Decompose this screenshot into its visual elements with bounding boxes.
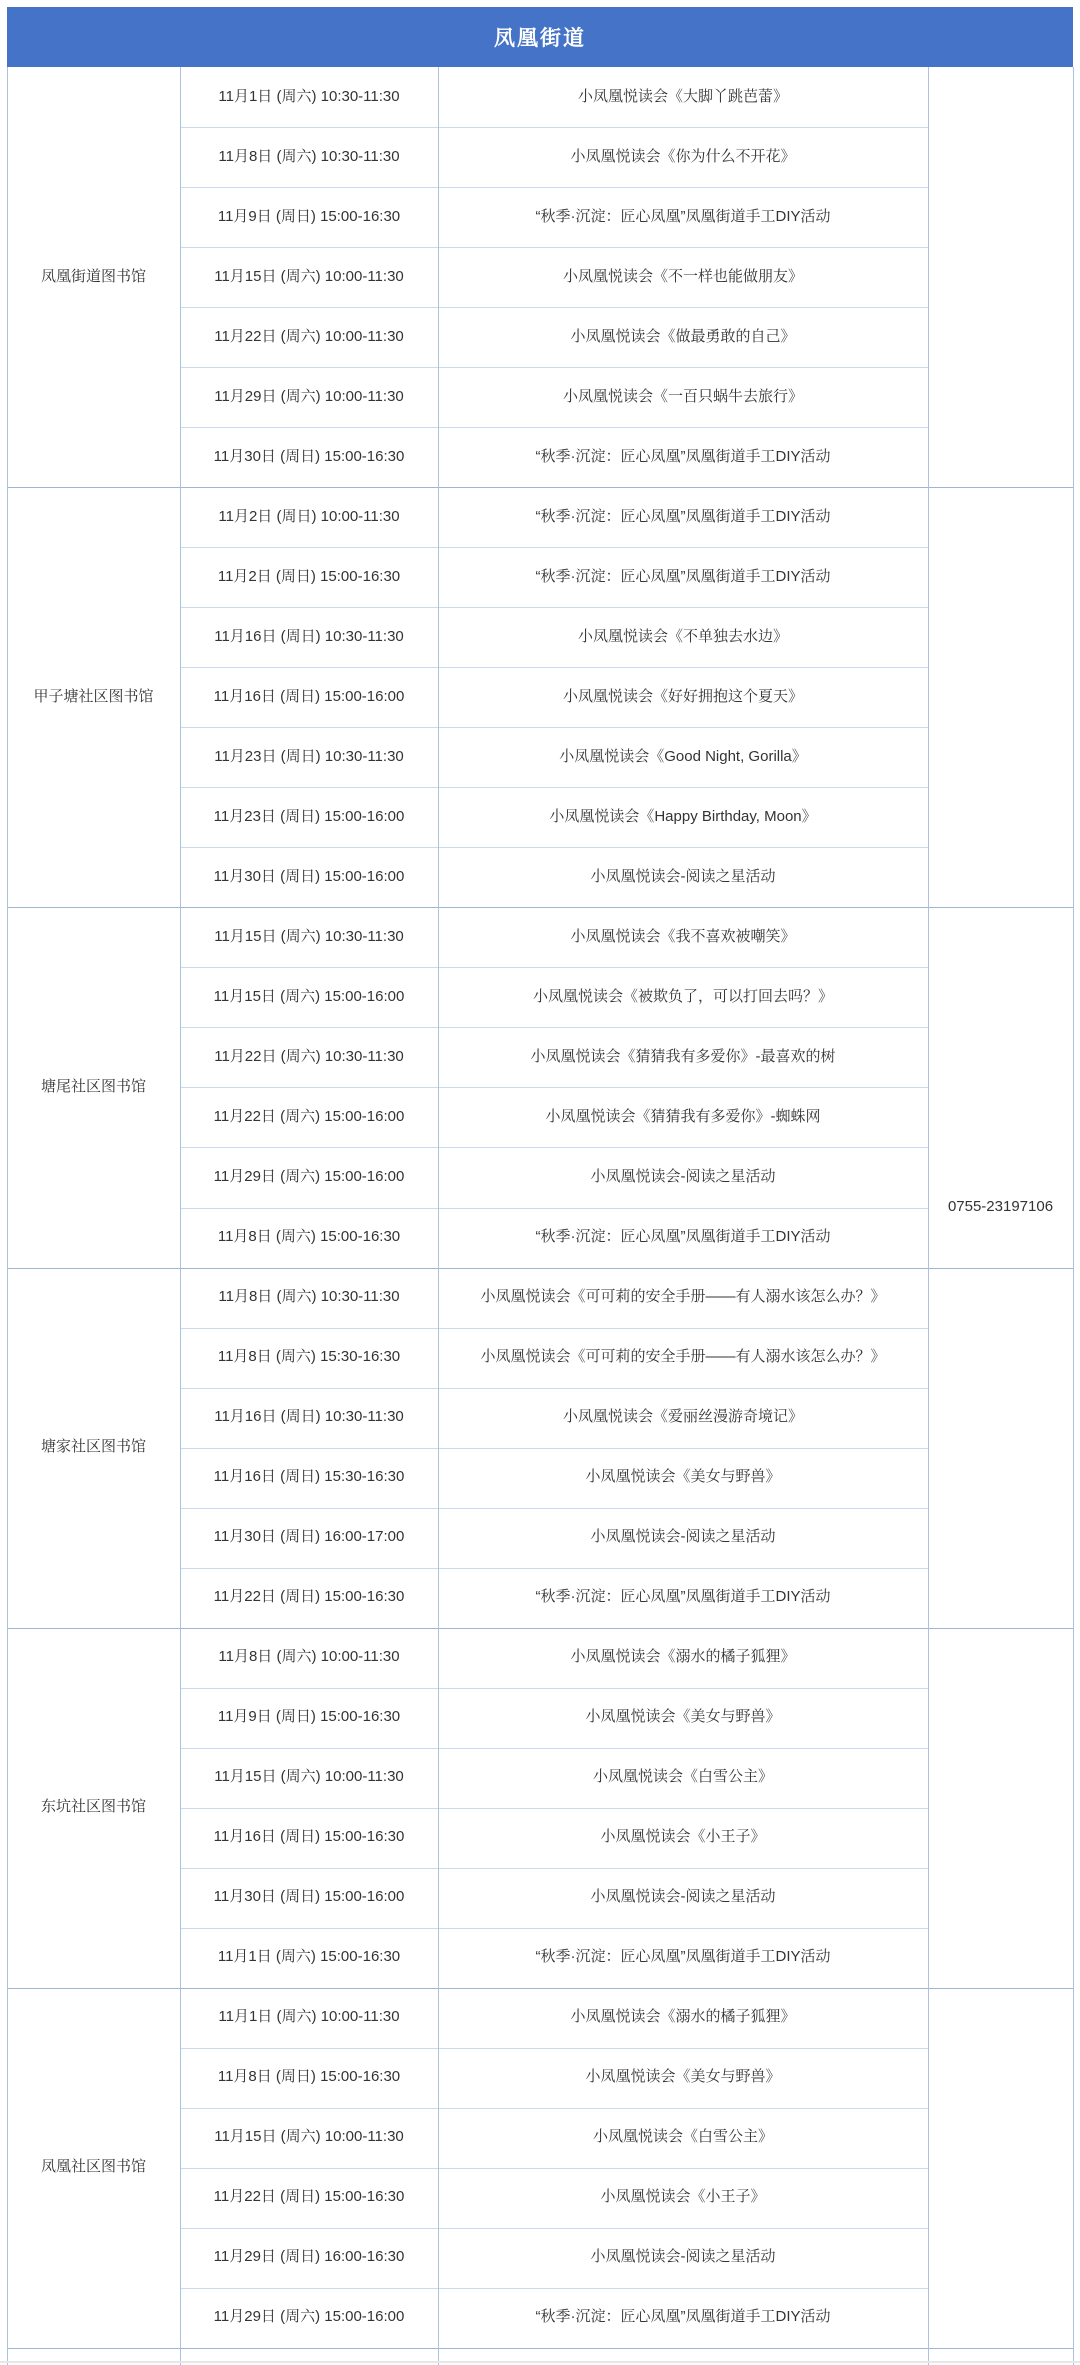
event-date: 11月16日 (周日) 15:30-16:30: [213, 1468, 405, 1486]
row-border-line: [180, 1027, 928, 1028]
row-border-line: [180, 1208, 928, 1209]
event-date: 11月9日 (周日) 15:00-16:30: [217, 1708, 401, 1726]
event-date: 11月22日 (周六) 10:00-11:30: [214, 327, 404, 345]
event-title: 小凤凰悦读会《美女与野兽》: [585, 1468, 781, 1486]
event-title: “秋季·沉淀：匠心凤凰”凤凰街道手工DIY活动: [535, 1588, 831, 1606]
event-title: 小凤凰悦读会《不单独去水边》: [577, 628, 788, 646]
event-title: 小凤凰悦读会《白雪公主》: [592, 2128, 773, 2146]
row-border-line: [180, 1748, 928, 1749]
row-border-line: [180, 607, 928, 608]
event-date: 11月8日 (周六) 10:00-11:30: [218, 1648, 400, 1666]
row-border-line: [180, 1928, 928, 1929]
event-title: 小凤凰悦读会《被欺负了，可以打回去吗？》: [532, 988, 833, 1006]
row-border-line: [180, 2228, 928, 2229]
library-name: 塘家社区图书馆: [40, 1438, 146, 1456]
event-title: “秋季·沉淀：匠心凤凰”凤凰街道手工DIY活动: [535, 507, 831, 525]
row-border-line: [180, 247, 928, 248]
event-date: 11月2日 (周日) 10:00-11:30: [218, 507, 400, 525]
row-border-line: [180, 787, 928, 788]
column-border-line: [7, 67, 8, 2365]
section-border-line: [7, 1988, 1073, 1989]
event-date: 11月30日 (周日) 15:00-16:00: [213, 1888, 405, 1906]
event-title: 小凤凰悦读会-阅读之星活动: [590, 1168, 776, 1186]
event-date: 11月8日 (周六) 15:00-16:30: [217, 1228, 401, 1246]
street-header: [7, 7, 1073, 67]
column-border-line: [1073, 67, 1074, 2365]
event-date: 11月8日 (周六) 10:30-11:30: [218, 1288, 400, 1306]
event-title: 小凤凰悦读会《你为什么不开花》: [570, 147, 796, 165]
event-title: 小凤凰悦读会《猜猜我有多爱你》-蜘蛛网: [545, 1108, 821, 1126]
event-date: 11月1日 (周六) 15:00-16:30: [217, 1948, 401, 1966]
event-date: 11月23日 (周日) 10:30-11:30: [214, 748, 404, 766]
event-date: 11月29日 (周日) 16:00-16:30: [213, 2248, 405, 2266]
event-title: “秋季·沉淀：匠心凤凰”凤凰街道手工DIY活动: [535, 207, 831, 225]
event-date: 11月16日 (周日) 15:00-16:30: [213, 1828, 405, 1846]
event-title: 小凤凰悦读会《猜猜我有多爱你》-最喜欢的树: [530, 1048, 836, 1066]
event-date: 11月15日 (周六) 10:00-11:30: [214, 267, 404, 285]
row-border-line: [180, 727, 928, 728]
event-title: 小凤凰悦读会《可可莉的安全手册——有人溺水该怎么办？》: [480, 1348, 886, 1366]
event-title: 小凤凰悦读会《不一样也能做朋友》: [562, 267, 803, 285]
event-title: “秋季·沉淀：匠心凤凰”凤凰街道手工DIY活动: [535, 1948, 831, 1966]
row-border-line: [180, 1688, 928, 1689]
row-border-line: [180, 1087, 928, 1088]
event-date: 11月8日 (周日) 15:00-16:30: [217, 2068, 401, 2086]
event-date: 11月29日 (周六) 15:00-16:00: [213, 2308, 405, 2326]
event-title: 小凤凰悦读会《Good Night, Gorilla》: [559, 748, 807, 766]
event-title: 小凤凰悦读会《溺水的橘子狐狸》: [570, 2008, 796, 2026]
event-title: 小凤凰悦读会《美女与野兽》: [585, 1708, 781, 1726]
event-title: 小凤凰悦读会《可可莉的安全手册——有人溺水该怎么办？》: [480, 1288, 886, 1306]
event-title: 小凤凰悦读会《好好拥抱这个夏天》: [562, 688, 803, 706]
event-title: 小凤凰悦读会《溺水的橘子狐狸》: [570, 1648, 796, 1666]
row-border-line: [180, 1568, 928, 1569]
event-date: 11月22日 (周日) 15:00-16:30: [213, 2188, 405, 2206]
section-border-line: [7, 1268, 1073, 1269]
event-title: 小凤凰悦读会-阅读之星活动: [590, 1528, 776, 1546]
event-title: 小凤凰悦读会-阅读之星活动: [590, 1888, 776, 1906]
row-border-line: [180, 1448, 928, 1449]
event-title: 小凤凰悦读会《爱丽丝漫游奇境记》: [562, 1408, 803, 1426]
event-title: 小凤凰悦读会《做最勇敢的自己》: [570, 327, 796, 345]
row-border-line: [180, 127, 928, 128]
row-border-line: [180, 967, 928, 968]
event-date: 11月22日 (周日) 15:00-16:30: [213, 1588, 405, 1606]
row-border-line: [180, 187, 928, 188]
event-date: 11月15日 (周六) 10:00-11:30: [214, 2128, 404, 2146]
row-border-line: [180, 1508, 928, 1509]
event-title: 小凤凰悦读会《大脚丫跳芭蕾》: [577, 87, 788, 105]
event-title: 小凤凰悦读会《小王子》: [600, 2188, 766, 2206]
event-date: 11月1日 (周六) 10:00-11:30: [218, 2008, 400, 2026]
row-border-line: [180, 847, 928, 848]
event-title: “秋季·沉淀：匠心凤凰”凤凰街道手工DIY活动: [535, 447, 831, 465]
row-border-line: [180, 2048, 928, 2049]
event-title: 小凤凰悦读会-阅读之星活动: [590, 868, 776, 886]
library-name: 甲子塘社区图书馆: [33, 688, 154, 706]
row-border-line: [180, 307, 928, 308]
event-date: 11月9日 (周日) 15:00-16:30: [217, 207, 401, 225]
event-title: 小凤凰悦读会《一百只蜗牛去旅行》: [562, 387, 803, 405]
section-border-line: [7, 1628, 1073, 1629]
event-date: 11月16日 (周日) 10:30-11:30: [214, 628, 404, 646]
event-date: 11月30日 (周日) 16:00-17:00: [213, 1528, 405, 1546]
event-date: 11月16日 (周日) 10:30-11:30: [214, 1408, 404, 1426]
event-date: 11月8日 (周六) 10:30-11:30: [218, 147, 400, 165]
library-name: 塘尾社区图书馆: [40, 1078, 146, 1096]
section-border-line: [7, 907, 1073, 908]
event-date: 11月15日 (周六) 15:00-16:00: [213, 988, 405, 1006]
row-border-line: [180, 2168, 928, 2169]
row-border-line: [180, 2108, 928, 2109]
event-title: “秋季·沉淀：匠心凤凰”凤凰街道手工DIY活动: [535, 2308, 831, 2326]
row-border-line: [180, 547, 928, 548]
row-border-line: [180, 367, 928, 368]
event-title: 小凤凰悦读会《白雪公主》: [592, 1768, 773, 1786]
event-title: “秋季·沉淀：匠心凤凰”凤凰街道手工DIY活动: [535, 568, 831, 585]
event-date: 11月30日 (周日) 15:00-16:00: [213, 868, 405, 886]
row-border-line: [180, 2288, 928, 2289]
row-border-line: [180, 1388, 928, 1389]
library-name: 东坑社区图书馆: [40, 1798, 146, 1816]
event-title: “秋季·沉淀：匠心凤凰”凤凰街道手工DIY活动: [535, 1228, 831, 1246]
bottom-edge: [0, 2361, 1080, 2363]
event-date: 11月29日 (周六) 10:00-11:30: [214, 387, 404, 405]
event-date: 11月29日 (周六) 15:00-16:00: [213, 1168, 405, 1186]
event-title: 小凤凰悦读会《Happy Birthday, Moon》: [549, 808, 817, 826]
street-title: 凤凰街道: [494, 27, 586, 50]
event-date: 11月23日 (周日) 15:00-16:00: [213, 808, 405, 826]
contact-phone: 0755-23197106: [947, 1198, 1054, 1216]
event-title: 小凤凰悦读会《美女与野兽》: [585, 2068, 781, 2086]
column-border-line: [928, 67, 929, 2365]
event-date: 11月8日 (周六) 15:30-16:30: [217, 1348, 401, 1366]
row-border-line: [180, 1868, 928, 1869]
event-date: 11月2日 (周日) 15:00-16:30: [217, 568, 401, 585]
row-border-line: [180, 1808, 928, 1809]
event-date: 11月30日 (周日) 15:00-16:30: [213, 447, 405, 465]
event-title: 小凤凰悦读会《小王子》: [600, 1828, 766, 1846]
event-date: 11月16日 (周日) 15:00-16:00: [213, 688, 405, 706]
event-date: 11月22日 (周六) 15:00-16:00: [213, 1108, 405, 1126]
row-border-line: [180, 427, 928, 428]
row-border-line: [180, 667, 928, 668]
library-name: 凤凰街道图书馆: [40, 267, 146, 285]
column-border-line: [438, 67, 439, 2365]
event-date: 11月15日 (周六) 10:30-11:30: [214, 928, 404, 946]
event-date: 11月15日 (周六) 10:00-11:30: [214, 1768, 404, 1786]
section-border-line: [7, 2348, 1073, 2349]
event-title: 小凤凰悦读会《我不喜欢被嘲笑》: [570, 928, 796, 946]
event-date: 11月22日 (周六) 10:30-11:30: [214, 1048, 404, 1066]
event-title: 小凤凰悦读会-阅读之星活动: [590, 2248, 776, 2266]
row-border-line: [180, 1147, 928, 1148]
library-name: 凤凰社区图书馆: [40, 2158, 146, 2176]
event-date: 11月1日 (周六) 10:30-11:30: [218, 87, 400, 105]
column-border-line: [180, 67, 181, 2365]
row-border-line: [180, 1328, 928, 1329]
section-border-line: [7, 487, 1073, 488]
